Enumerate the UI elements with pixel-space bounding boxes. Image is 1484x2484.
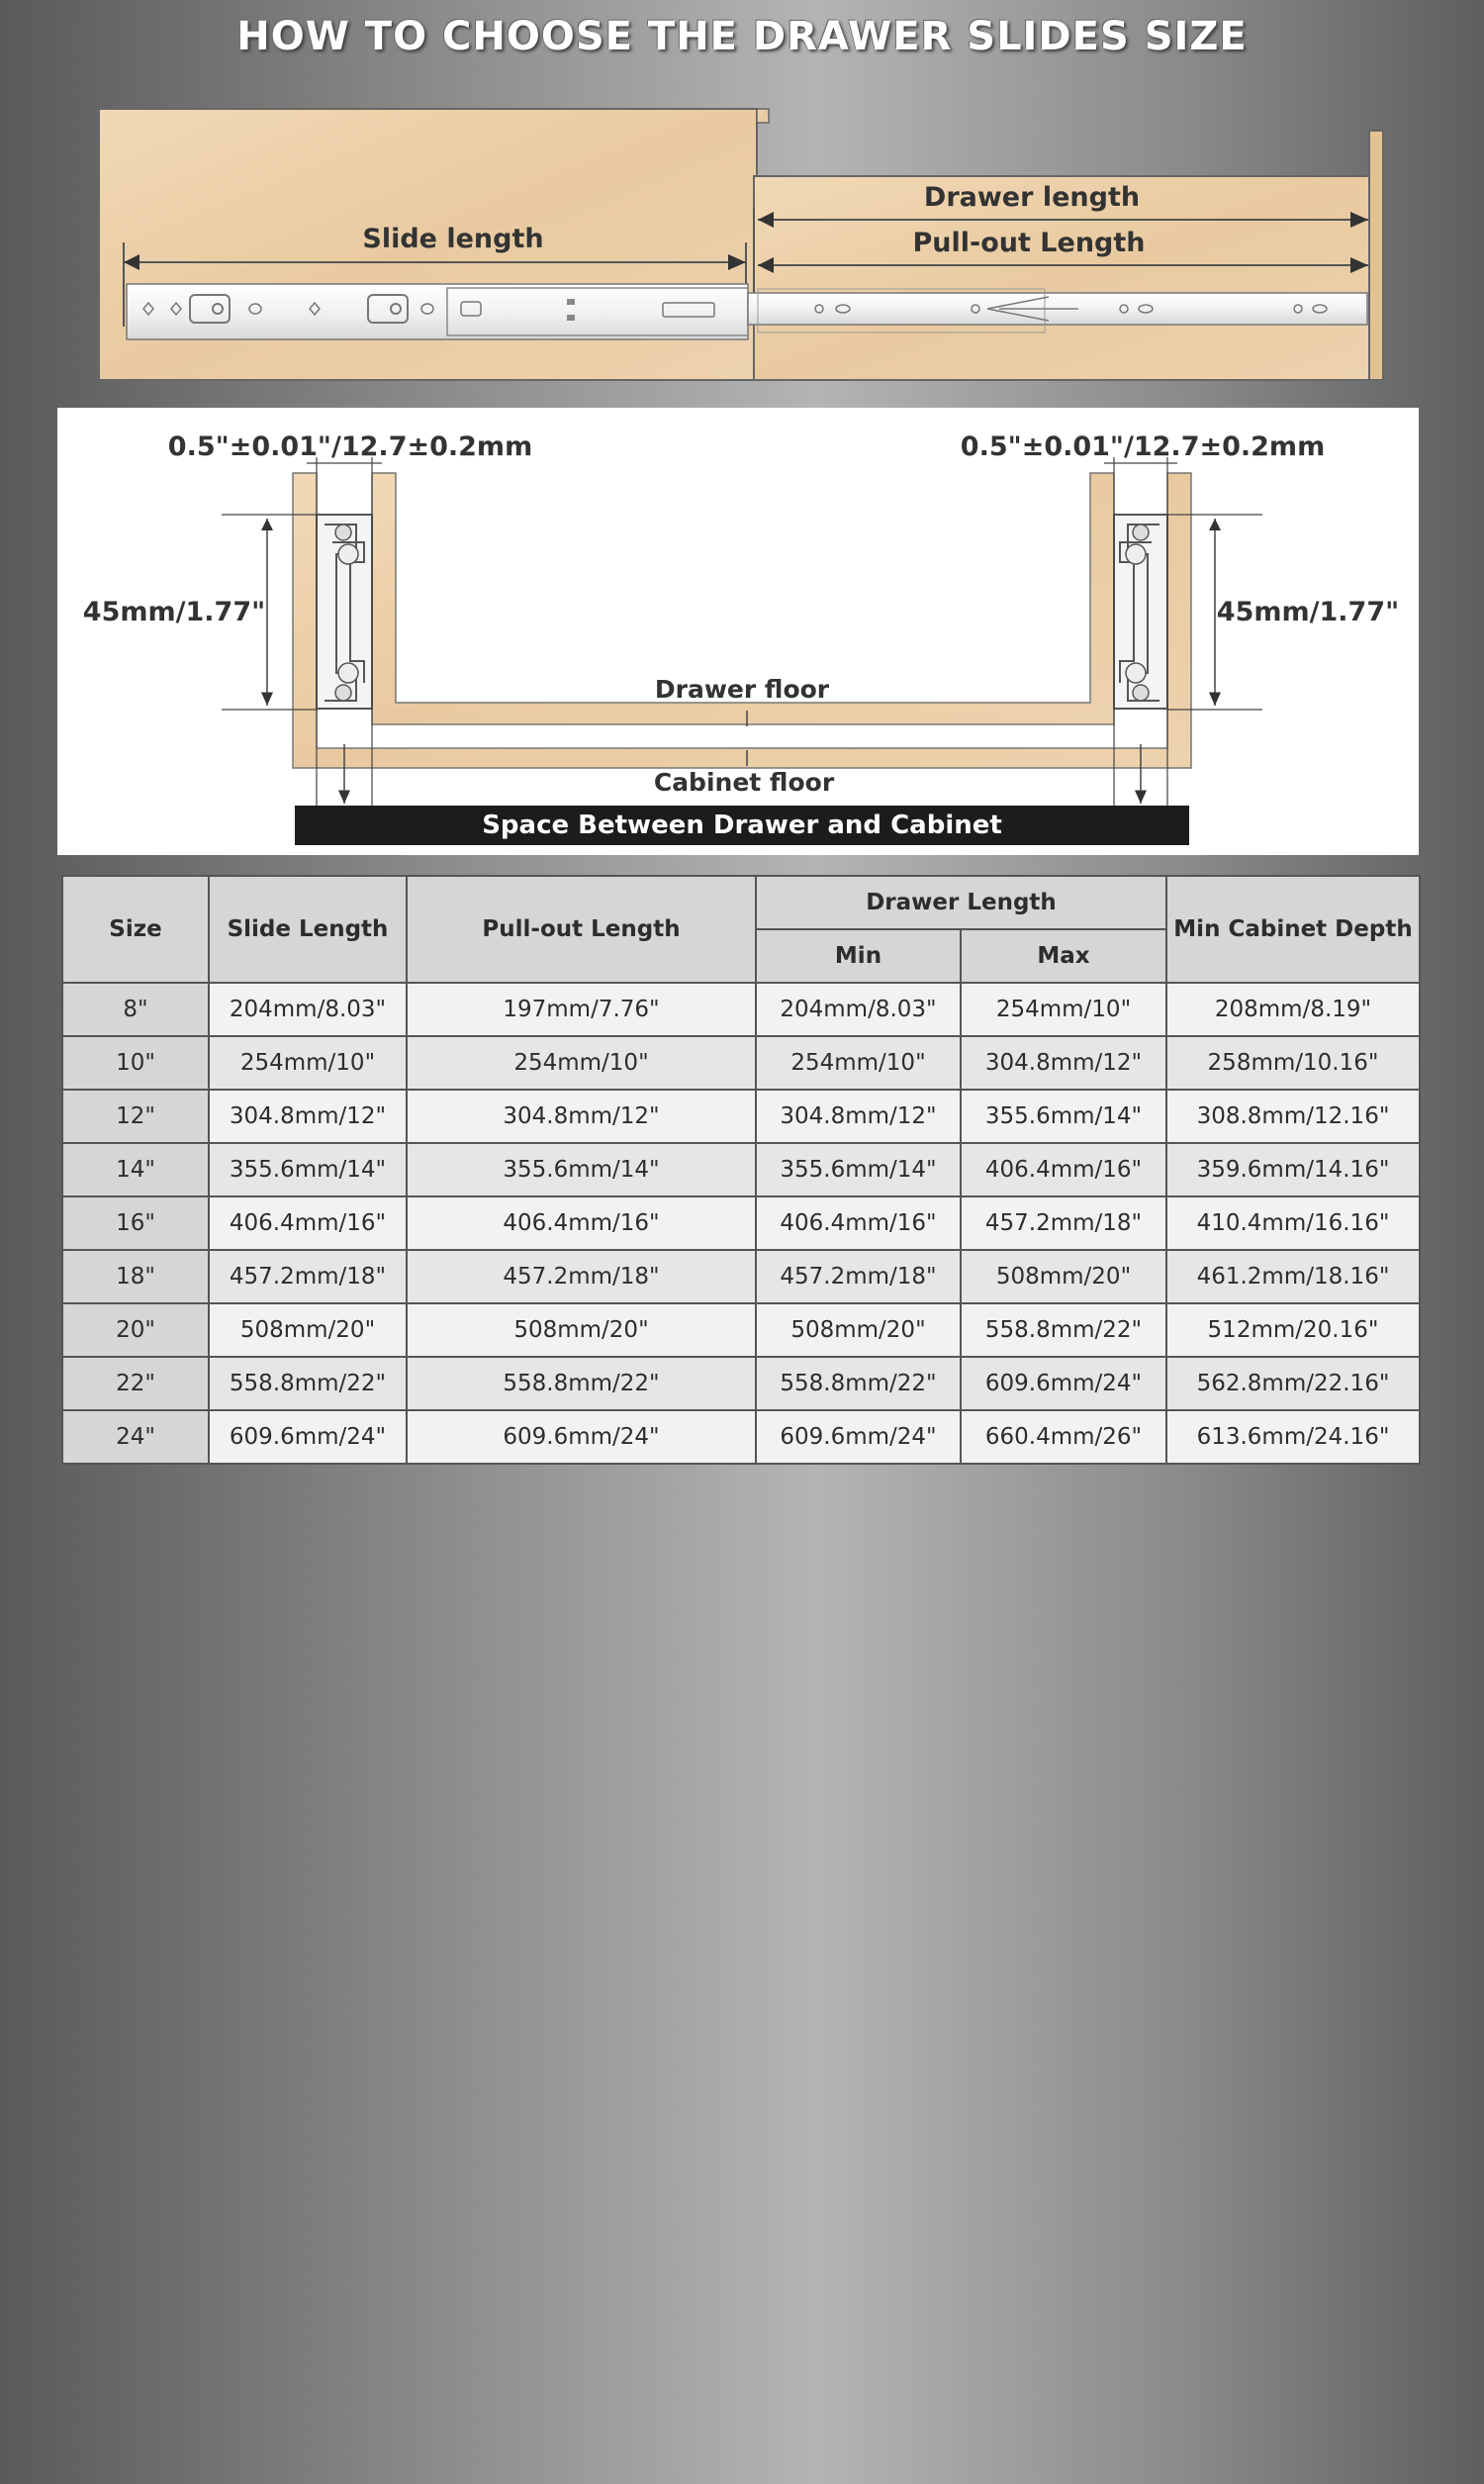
header-min-cabinet-depth: Min Cabinet Depth (1166, 876, 1420, 983)
cell-drawer-max: 508mm/20" (961, 1250, 1166, 1303)
cell-pullout-length: 355.6mm/14" (407, 1143, 756, 1196)
cell-drawer-max: 457.2mm/18" (961, 1196, 1166, 1250)
table-row (62, 1303, 1420, 1357)
cell-size: 8" (62, 983, 209, 1036)
cell-min-cabinet-depth: 308.8mm/12.16" (1166, 1090, 1420, 1143)
cell-drawer-min: 508mm/20" (756, 1303, 961, 1357)
cell-drawer-min: 609.6mm/24" (756, 1410, 961, 1464)
cell-size: 18" (62, 1250, 209, 1303)
cell-pullout-length: 304.8mm/12" (407, 1090, 756, 1143)
drawer-length-label: Drawer length (923, 182, 1141, 213)
cell-pullout-length: 457.2mm/18" (407, 1250, 756, 1303)
table-row (62, 983, 1420, 1036)
pullout-length-label: Pull-out Length (912, 228, 1146, 258)
size-table-container (61, 875, 1419, 2484)
table-row (62, 1250, 1420, 1303)
cell-size: 12" (62, 1090, 209, 1143)
cell-drawer-min: 406.4mm/16" (756, 1196, 961, 1250)
slide-profile-left (317, 515, 372, 709)
cabinet-floor-label: Cabinet floor (653, 768, 835, 797)
cell-pullout-length: 609.6mm/24" (407, 1410, 756, 1464)
slide-length-label: Slide length (362, 224, 544, 254)
cell-drawer-max: 304.8mm/12" (961, 1036, 1166, 1090)
cell-slide-length: 204mm/8.03" (209, 983, 407, 1036)
cell-drawer-max: 660.4mm/26" (961, 1410, 1166, 1464)
cell-min-cabinet-depth: 562.8mm/22.16" (1166, 1357, 1420, 1410)
cell-drawer-max: 355.6mm/14" (961, 1090, 1166, 1143)
cell-drawer-min: 204mm/8.03" (756, 983, 961, 1036)
cell-size: 10" (62, 1036, 209, 1090)
cell-slide-length: 508mm/20" (209, 1303, 407, 1357)
cell-drawer-min: 304.8mm/12" (756, 1090, 961, 1143)
cell-size: 14" (62, 1143, 209, 1196)
cell-min-cabinet-depth: 258mm/10.16" (1166, 1036, 1420, 1090)
cell-size: 16" (62, 1196, 209, 1250)
cell-min-cabinet-depth: 613.6mm/24.16" (1166, 1410, 1420, 1464)
table-row (62, 1090, 1420, 1143)
cell-min-cabinet-depth: 359.6mm/14.16" (1166, 1143, 1420, 1196)
cell-pullout-length: 197mm/7.76" (407, 983, 756, 1036)
header-size: Size (62, 876, 209, 983)
tolerance-label-left: 0.5"±0.01"/12.7±0.2mm (167, 431, 533, 462)
cell-size: 20" (62, 1303, 209, 1357)
header-pullout-length: Pull-out Length (407, 876, 756, 983)
cell-drawer-min: 254mm/10" (756, 1036, 961, 1090)
cell-drawer-min: 355.6mm/14" (756, 1143, 961, 1196)
table-row (62, 1036, 1420, 1090)
height-label-left: 45mm/1.77" (82, 597, 266, 627)
header-drawer-length: Drawer Length (756, 876, 1166, 929)
cell-size: 24" (62, 1410, 209, 1464)
cell-slide-length: 457.2mm/18" (209, 1250, 407, 1303)
height-label-right: 45mm/1.77" (1216, 597, 1400, 627)
cell-drawer-max: 609.6mm/24" (961, 1357, 1166, 1410)
drawer-floor-label: Drawer floor (654, 675, 830, 704)
slide-profile-right (1114, 515, 1167, 709)
cell-min-cabinet-depth: 208mm/8.19" (1166, 983, 1420, 1036)
cell-slide-length: 406.4mm/16" (209, 1196, 407, 1250)
size-table (61, 875, 1421, 1465)
cell-slide-length: 355.6mm/14" (209, 1143, 407, 1196)
table-row (62, 1410, 1420, 1464)
diagram-svg (0, 0, 1484, 861)
top-diagram (99, 109, 1383, 380)
cell-min-cabinet-depth: 410.4mm/16.16" (1166, 1196, 1420, 1250)
header-slide-length: Slide Length (209, 876, 407, 983)
cell-drawer-max: 254mm/10" (961, 983, 1166, 1036)
table-row (62, 1357, 1420, 1410)
cell-drawer-max: 406.4mm/16" (961, 1143, 1166, 1196)
cell-pullout-length: 558.8mm/22" (407, 1357, 756, 1410)
cell-pullout-length: 406.4mm/16" (407, 1196, 756, 1250)
cell-slide-length: 609.6mm/24" (209, 1410, 407, 1464)
table-row (62, 1143, 1420, 1196)
cell-min-cabinet-depth: 461.2mm/18.16" (1166, 1250, 1420, 1303)
header-max: Max (961, 929, 1166, 983)
cell-drawer-min: 457.2mm/18" (756, 1250, 961, 1303)
cell-pullout-length: 508mm/20" (407, 1303, 756, 1357)
cell-drawer-max: 558.8mm/22" (961, 1303, 1166, 1357)
cell-pullout-length: 254mm/10" (407, 1036, 756, 1090)
space-banner-text: Space Between Drawer and Cabinet (482, 811, 1002, 840)
cell-size: 22" (62, 1357, 209, 1410)
page-title: HOW TO CHOOSE THE DRAWER SLIDES SIZE (236, 14, 1248, 59)
drawer-front (1369, 131, 1383, 380)
cell-slide-length: 254mm/10" (209, 1036, 407, 1090)
header-min: Min (756, 929, 961, 983)
cell-drawer-min: 558.8mm/22" (756, 1357, 961, 1410)
cell-min-cabinet-depth: 512mm/20.16" (1166, 1303, 1420, 1357)
cell-slide-length: 558.8mm/22" (209, 1357, 407, 1410)
cross-section-diagram (57, 408, 1419, 855)
tolerance-label-right: 0.5"±0.01"/12.7±0.2mm (960, 431, 1326, 462)
cell-slide-length: 304.8mm/12" (209, 1090, 407, 1143)
table-row (62, 1196, 1420, 1250)
